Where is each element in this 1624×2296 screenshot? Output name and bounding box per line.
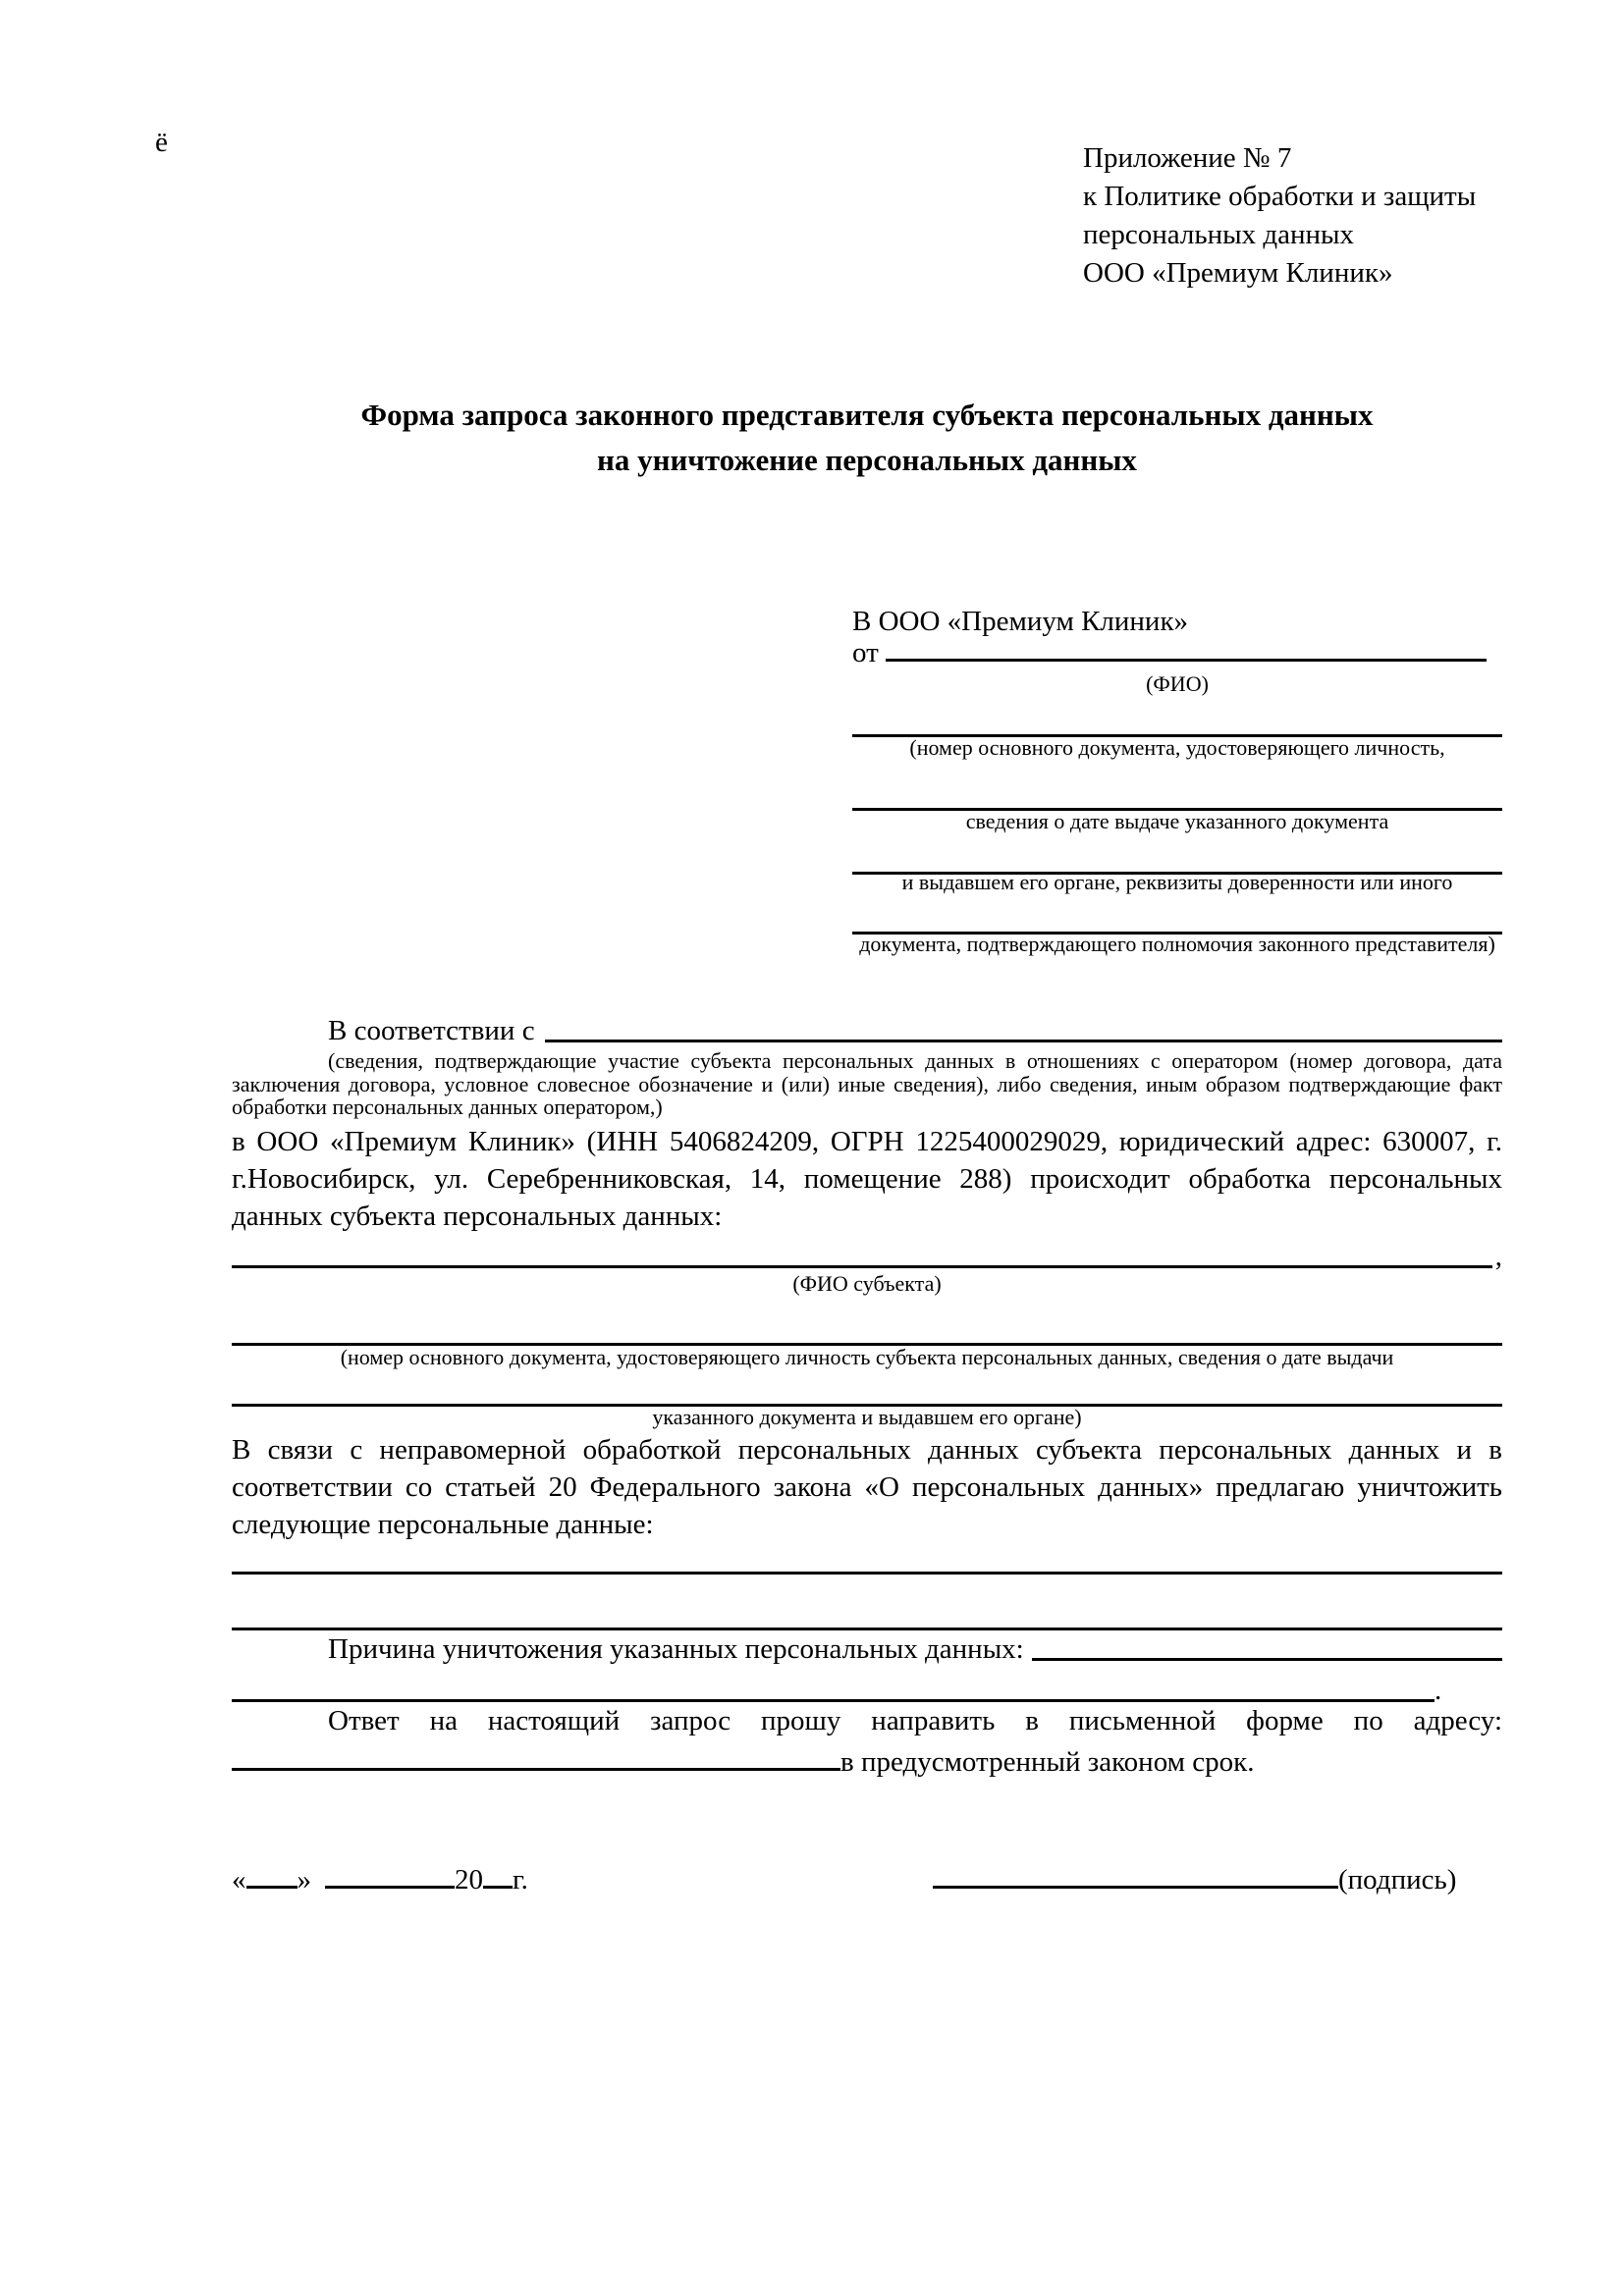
quote-open: « [232, 1864, 246, 1896]
doc-caption-3: и выдавшем его органе, реквизиты доверенности или иного [901, 870, 1453, 894]
reason-row [232, 1630, 1502, 1668]
fio-caption: (ФИО) [1146, 671, 1209, 696]
document-title-line1: Форма запроса законного представителя субъекта персональных данных [360, 398, 1374, 432]
annex-header [1083, 139, 1476, 293]
document-title-line2: на уничтожение персональных данных [597, 443, 1137, 477]
accordance-row [232, 1012, 1502, 1049]
trailing-period: . [1435, 1675, 1442, 1706]
accordance-caption: (сведения, подтверждающие участие субъекта персональных данных в отношениях с оператором (номер договора, дата заключения договора, условное словесное обозначение и (или) иные сведения), либо сведения, иным образом подтверждающие факт обработки персональных данных оператором,) [232, 1048, 1502, 1119]
doc-caption-2: сведения о дате выдаче указанного документа [965, 809, 1389, 833]
reason-field [1032, 1658, 1502, 1661]
accordance-field [545, 1040, 1502, 1042]
trailing-comma: , [1494, 1241, 1502, 1272]
answer-tail-row [232, 1743, 1502, 1781]
signature-caption: (подпись) [1338, 1864, 1457, 1896]
year-field [483, 1886, 513, 1889]
address-field [232, 1768, 840, 1771]
annex-header-line: ООО «Премиум Клиник» [1083, 257, 1393, 289]
doc-caption-4: документа, подтверждающего полномочия законного представителя) [859, 932, 1495, 956]
stray-character: ё [155, 127, 168, 158]
unlawful-paragraph: В связи с неправомерной обработкой персональных данных субъекта персональных данных и в соответствии со статьей 20 Федерального закона «О персональных данных» предлагаю уничтожить следующие персональные данные: [232, 1434, 1502, 1540]
accordance-label: В соответствии с [328, 1015, 535, 1046]
day-field [246, 1886, 298, 1889]
subject-doc-caption-1: (номер основного документа, удостоверяющего личность субъекта персональных данных, сведения о дате выдачи [340, 1345, 1394, 1369]
doc-caption-1: (номер основного документа, удостоверяющего личность, [909, 735, 1445, 760]
answer-tail: в предусмотренный законом срок. [840, 1746, 1255, 1778]
quote-close: » [297, 1864, 311, 1896]
signature-row [933, 1861, 1456, 1898]
annex-header-line: к Политике обработки и защиты [1083, 181, 1477, 212]
annex-header-line: Приложение № 7 [1083, 142, 1292, 174]
date-row [232, 1861, 528, 1898]
signature-field [933, 1886, 1338, 1889]
year-suffix: г. [513, 1864, 528, 1896]
document-title [232, 393, 1502, 483]
blank-field-line [232, 1572, 1502, 1575]
addressee-from-row [852, 634, 1502, 671]
from-name-field [886, 659, 1487, 662]
annex-header-line: персональных данных [1083, 219, 1355, 250]
subject-doc-caption-2: указанного документа и выдавшем его органе) [652, 1405, 1082, 1429]
operator-paragraph: в ООО «Премиум Клиник» (ИНН 5406824209, ОГРН 1225400029029, юридический адрес: 630007, г. г.Новосибирск, ул. Серебренниковская, 14, помещение 288) происходит обработка персональных данных субъекта персональных данных: [232, 1126, 1502, 1232]
reason-label: Причина уничтожения указанных персональных данных: [328, 1633, 1024, 1665]
month-field [325, 1886, 455, 1889]
year-prefix: 20 [455, 1864, 483, 1896]
fio-subject-field [232, 1265, 1492, 1268]
addressee-to: В ООО «Премиум Клиник» [852, 606, 1189, 637]
fio-subject-caption: (ФИО субъекта) [792, 1271, 942, 1296]
answer-sentence: Ответ на настоящий запрос прошу направить в письменной форме по адресу: [328, 1705, 1502, 1736]
fio-subject-row [232, 1238, 1502, 1275]
from-label: от [852, 637, 879, 668]
